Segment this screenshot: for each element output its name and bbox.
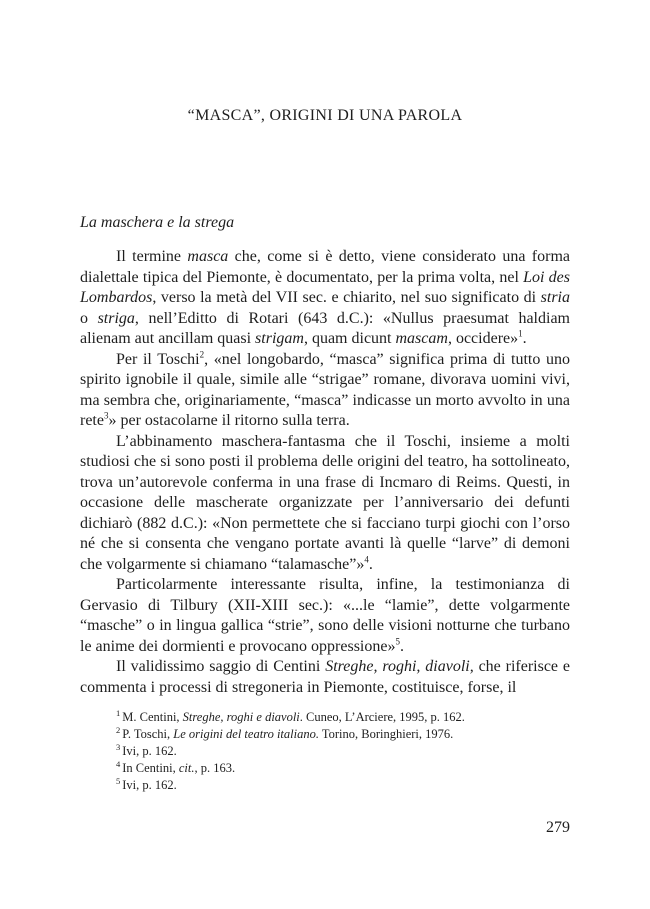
footnote: $^2$ P. Toschi, Le origini del teatro italiano. Torino, Boringhieri, 1976. [116,724,454,741]
footnote-ref: 2 [199,349,205,360]
footnotes [116,709,570,794]
footnote: $^4$ In Centini, cit., p. 163. [116,758,236,775]
paragraph-5: Il validissimo saggio di Centini Streghe, roghi, diavoli, che riferisce e commenta i processi di stregoneria in Piemonte, costituisce, forse, il [80,658,570,696]
footnote-ref: 4 [364,554,369,565]
footnote: $^1$ M. Centini, Streghe, roghi e diavoli. Cuneo, L’Arciere, 1995, p. 162. [116,707,465,724]
page-number: 279 [546,819,570,836]
paragraph-3: L’abbinamento maschera-fantasma che il Toschi, insieme a molti studiosi che si sono posti il problema delle origini del teatro, ha sottolineato, trova un’autorevole conferma in una frase di Incmaro di Reims. Questi, in occasione delle mascherate organizzate per l’anniversario dei defunti dichiarò (882 d.C.): «Non permettete che si facciano turpi giochi con l’orso né che si consenta che vengano portate avanti là quelle “larve” di demoni che volgarmente si chiamano “talamasche”»$^4$. [80,432,570,573]
footnote-ref: 1 [518,328,523,339]
section-heading: La maschera e la strega [80,214,235,231]
paragraph-2: Per il Toschi$^2$, «nel longobardo, “masca” significa prima di tutto uno spirito ignobile il quale, simile alle “strigae” romane, divorava uomini vivi, ma sembra che, originariamente, “masca” indicasse un morto avvolto in una rete$^3$» per ostacolarne il ritorno sulla terra. [80,349,571,429]
footnote-ref: 3 [103,410,109,421]
paragraph-4: Particolarmente interessante risulta, infine, la testimonianza di Gervasio di Tilbury (XII-XIII sec.): «...le “lamie”, dette volgarmente “masche” o in lingua gallica “strie”, sono delle visioni notturne che turbano le anime dei dormienti e provocano oppressione»$^5$. [80,576,570,655]
body-text [80,247,570,698]
footnote: $^5$ Ivi, p. 162. [116,775,177,792]
footnote-ref: 5 [395,636,400,647]
footnote: $^3$ Ivi, p. 162. [116,741,177,758]
chapter-title: “MASCA”, ORIGINI DI UNA PAROLA [187,107,463,124]
paragraph-1: Il termine masca che, come si è detto, viene considerato una forma dialettale tipica del Piemonte, è documentato, per la prima volta, nel Loi des Lombardos, verso la metà del VII sec. e chiarito, nel suo significato di stria o striga, nell’Editto di Rotari (643 d.C.): «Nullus praesumat haldiam alienam aut ancillam quasi strigam, quam dicunt mascam, occidere»$^1$. [80,248,571,347]
